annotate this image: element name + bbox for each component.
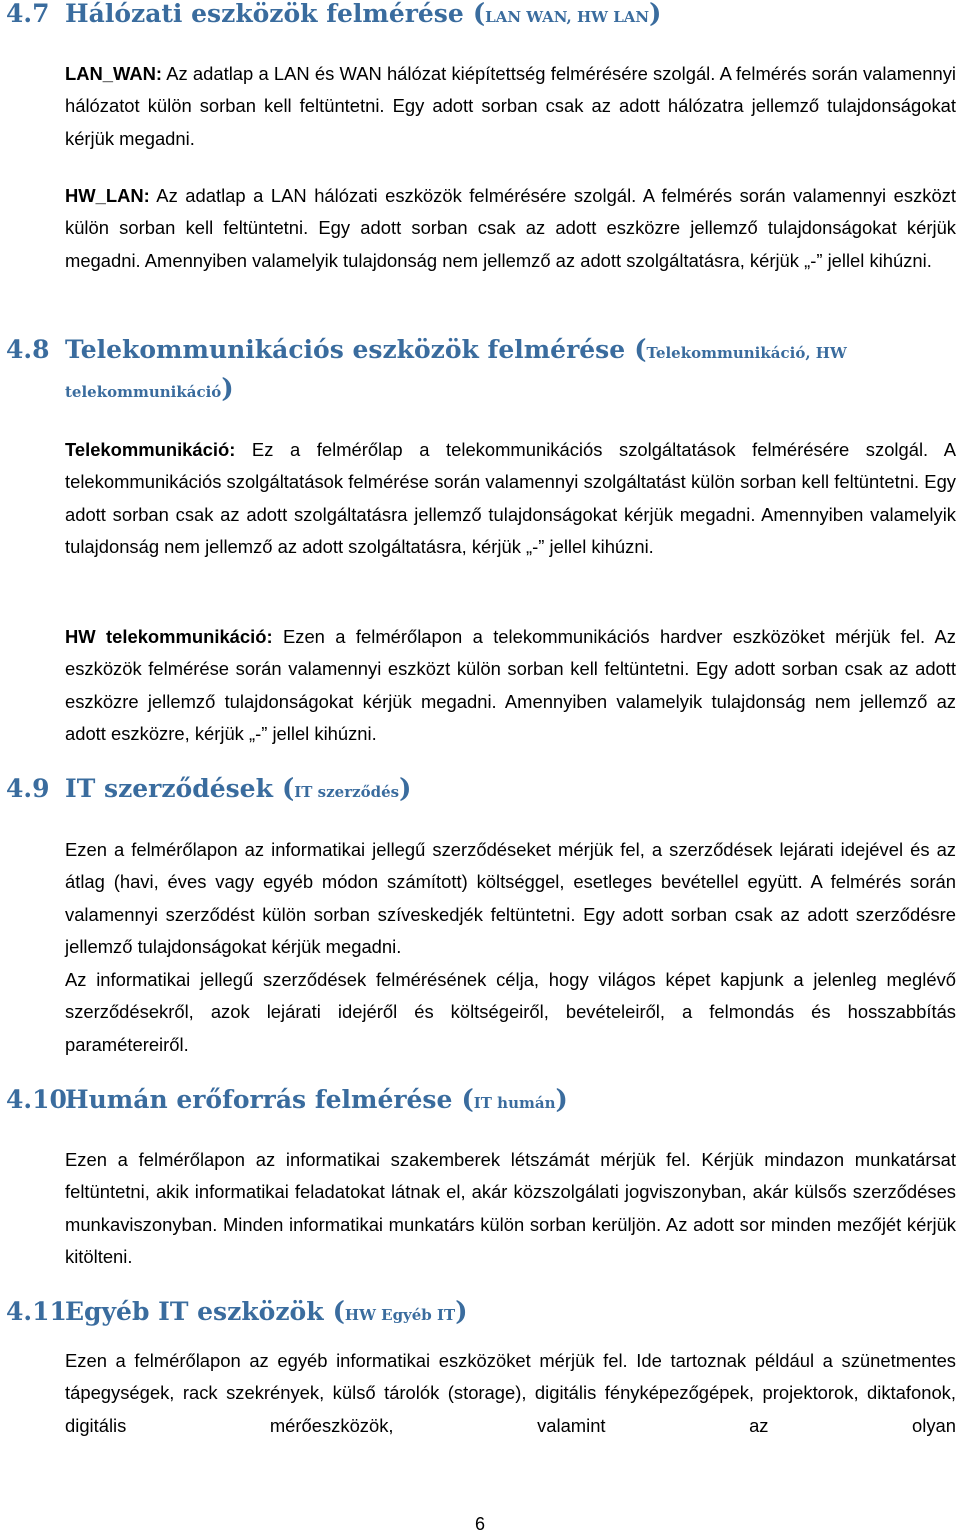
section-paren-close: ) — [649, 0, 662, 29]
section-heading-4-7 — [6, 0, 661, 33]
section-number: 4.9 — [6, 774, 50, 803]
section-heading-4-11 — [6, 1296, 468, 1331]
section-number: 4.11 — [6, 1297, 67, 1326]
term-label: LAN_WAN: — [65, 63, 163, 84]
section-heading-4-8 — [6, 334, 847, 369]
paragraph-text: Ezen a felmérőlapon az informatikai szakemberek létszámát mérjük fel. Kérjük mindazon munkatársat feltüntetni, akik informatikai feladatokat látnak el, akár közszolgálati jogviszonyban, akár külsős szerződéses munkaviszonyban. Minden informatikai munkatárs külön sorban kerüljön. Az adott sor minden mezőjét kérjük kitölteni. — [65, 1149, 956, 1268]
term-label: HW_LAN: — [65, 185, 150, 206]
section-title: Humán erőforrás felmérése — [65, 1085, 453, 1114]
term-label: Telekommunikáció: — [65, 439, 236, 460]
term-label: HW telekommunikáció: — [65, 626, 273, 647]
section-code: LAN WAN, HW LAN — [485, 8, 650, 26]
paragraph-hw-telekommunikacio — [65, 621, 956, 751]
paragraph-telekommunikacio — [65, 434, 956, 564]
section-paren-open: ( — [463, 0, 486, 29]
paragraph-egyeb-it — [65, 1345, 956, 1442]
paragraph-text: Ez a felmérőlap a telekommunikációs szolgáltatások felmérésére szolgál. A telekommunikációs szolgáltatások felmérése során valamennyi szolgáltatást külön sorban kell feltüntetni. Egy adott sorban csak az adott szolgáltatásra jellemző tulajdonságokat kérjük megadni. Amennyiben valamelyik tulajdonság nem jellemző az adott szolgáltatásra, kérjük „-” jellel kihúzni. — [65, 439, 956, 558]
paragraph-text: Az informatikai jellegű szerződések felmérésének célja, hogy világos képet kapjunk a jelenleg meglévő szerződésekről, azok lejárati idejéről és költségeiről, bevételeiről, a felmondás és hosszabbítás paramétereiről. — [65, 969, 956, 1055]
section-number: 4.8 — [6, 335, 50, 364]
paragraph-human — [65, 1144, 956, 1274]
section-title: Telekommunikációs eszközök felmérése — [65, 335, 626, 364]
section-code: IT szerződés — [294, 783, 400, 801]
paragraph-it-szerzodes-1 — [65, 834, 956, 964]
section-code: Telekommunikáció, HW — [646, 344, 847, 362]
section-title: IT szerződések — [65, 774, 273, 803]
paragraph-text: Ezen a felmérőlapon az informatikai jellegű szerződéseket mérjük fel, a szerződések lejárati idejével és az átlag (havi, éves vagy egyéb módon számított) költséggel, esetleges bevétellel együtt. A felmérés során valamennyi szerződést külön sorban szíveskedjék feltüntetni. Egy adott sorban csak az adott szerződésre jellemző tulajdonságokat kérjük megadni. — [65, 839, 956, 958]
section-paren-open: ( — [323, 1297, 345, 1327]
paragraph-hw-lan — [65, 180, 956, 277]
paragraph-text: Ezen a felmérőlapon a telekommunikációs hardver eszközöket mérjük fel. Az eszközök felmérése során valamennyi eszközt külön sorban kell feltüntetni. Egy adott sorban csak az adott eszközre jellemző tulajdonságokat kérjük megadni. Amennyiben valamelyik tulajdonság nem jellemző az adott eszközre, kérjük „-” jellel kihúzni. — [65, 626, 956, 745]
section-number: 4.7 — [6, 0, 50, 28]
page-number: 6 — [474, 1514, 485, 1534]
paragraph-text: Az adatlap a LAN hálózati eszközök felmérésére szolgál. A felmérés során valamennyi eszközt külön sorban kell feltüntetni. Egy adott sorban csak az adott eszközre jellemző tulajdonságokat kérjük megadni. Amennyiben valamelyik tulajdonság nem jellemző az adott szolgáltatásra, kérjük „-” jellel kihúzni. — [65, 185, 956, 271]
section-paren-close: ) — [455, 1297, 468, 1327]
section-paren-close: ) — [221, 374, 234, 404]
section-heading-4-8-continuation — [65, 374, 234, 404]
section-heading-4-9 — [6, 773, 411, 808]
section-code: telekommunikáció — [65, 383, 222, 401]
paragraph-lan-wan — [65, 58, 956, 155]
section-paren-open: ( — [452, 1085, 474, 1115]
section-paren-close: ) — [555, 1085, 568, 1115]
section-heading-4-10 — [6, 1084, 568, 1119]
paragraph-text: Az adatlap a LAN és WAN hálózat kiépítettség felmérésére szolgál. A felmérés során valamennyi hálózatot külön sorban kell feltüntetni. Egy adott sorban csak az adott hálózatra jellemző tulajdonságokat kérjük megadni. — [65, 63, 956, 149]
section-code: IT humán — [473, 1094, 556, 1112]
section-title: Egyéb IT eszközök — [65, 1297, 324, 1326]
section-code: HW Egyéb IT — [344, 1306, 456, 1324]
paragraph-text: Ezen a felmérőlapon az egyéb informatikai eszközöket mérjük fel. Ide tartoznak például a szünetmentes tápegységek, rack szekrények, külső tárolók (storage), digitális fényképezőgépek, projektorok, diktafonok, digitális mérőeszközök, valamint az olyan — [65, 1350, 956, 1436]
paragraph-it-szerzodes-2 — [65, 964, 956, 1061]
section-paren-open: ( — [625, 335, 647, 365]
section-title: Hálózati eszközök felmérése — [65, 0, 464, 28]
section-number: 4.10 — [6, 1085, 67, 1114]
section-paren-open: ( — [272, 774, 295, 804]
section-paren-close: ) — [399, 774, 412, 804]
